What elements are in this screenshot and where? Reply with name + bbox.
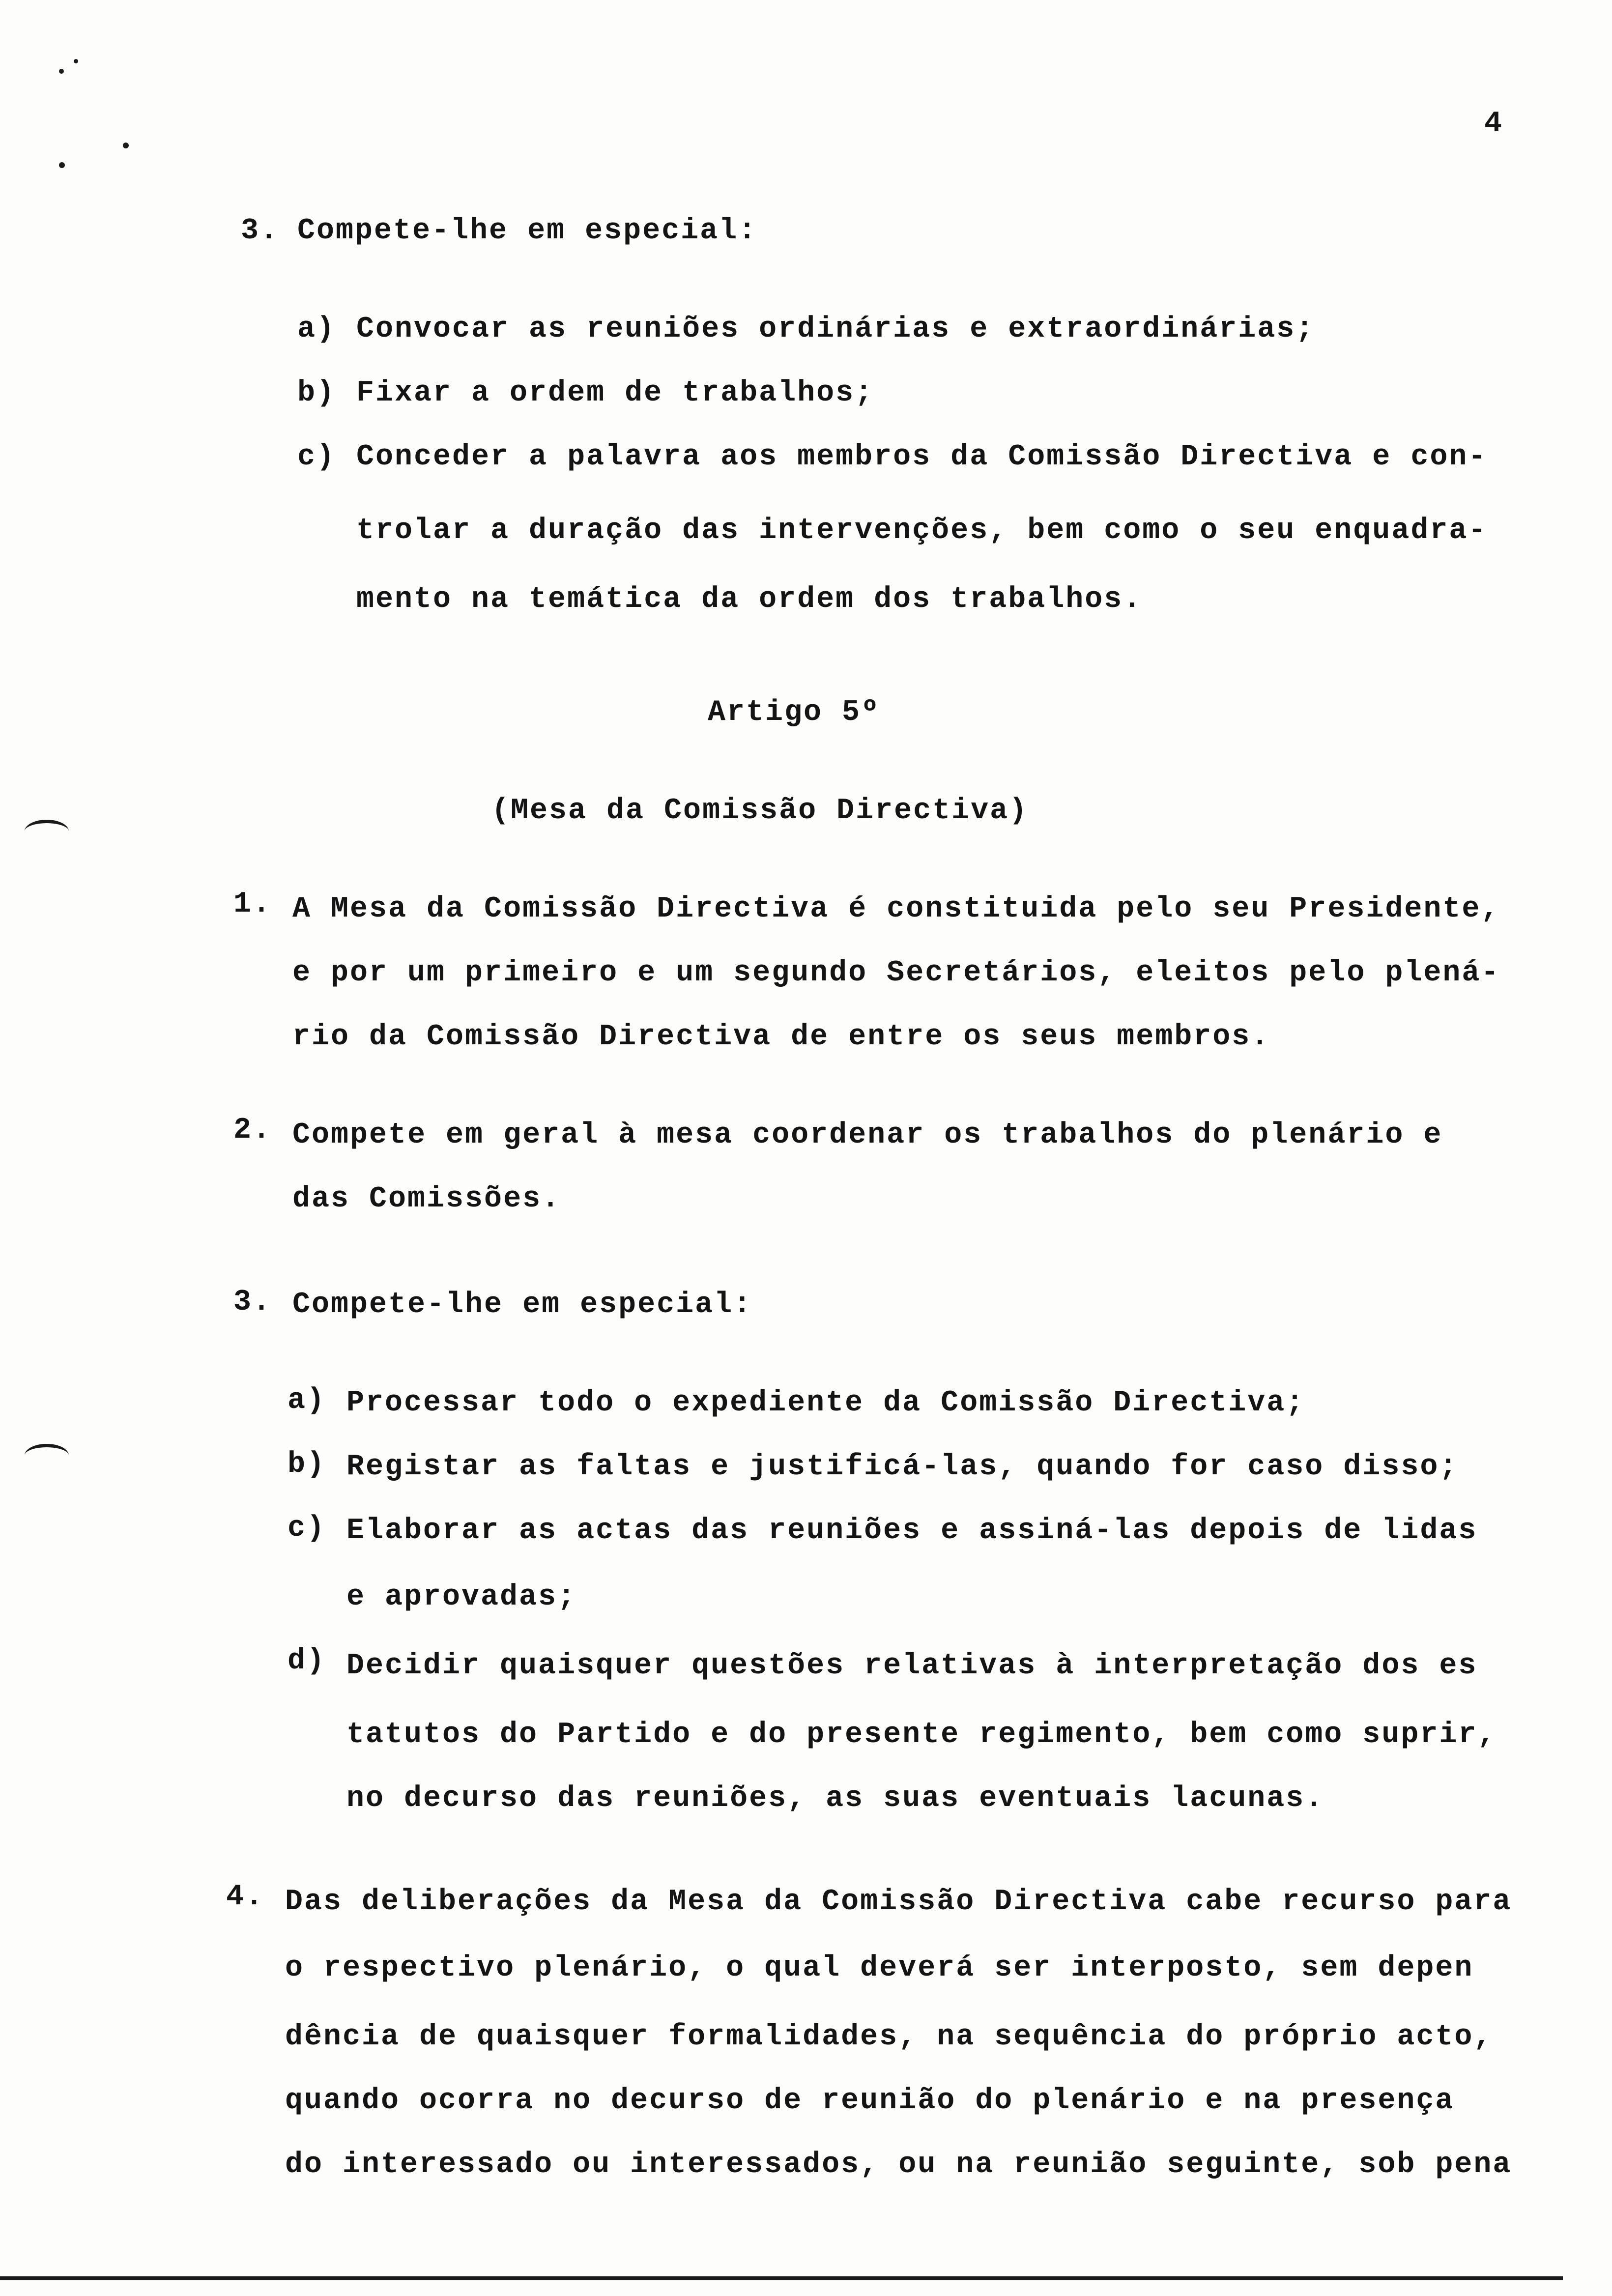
paragraph-text: o respectivo plenário, o qual deverá ser interposto, sem depen — [285, 1952, 1474, 1985]
article-subheading: (Mesa da Comissão Directiva) — [491, 794, 1029, 828]
paragraph-number: 1. — [233, 888, 272, 921]
paragraph-number: 2. — [233, 1114, 272, 1147]
paragraph-text: Das deliberações da Mesa da Comissão Directiva cabe recurso para — [285, 1885, 1512, 1919]
scan-mark — [59, 162, 65, 168]
list-label: b) — [288, 1448, 326, 1481]
paragraph-text: rio da Comissão Directiva de entre os seus membros. — [292, 1020, 1270, 1054]
paragraph-number: 4. — [226, 1880, 265, 1914]
list-text: Fixar a ordem de trabalhos; — [356, 376, 874, 410]
list-label: a) — [288, 1384, 326, 1417]
list-text: Conceder a palavra aos membros da Comissão Directiva e con- — [356, 440, 1488, 474]
paragraph-text: das Comissões. — [292, 1182, 561, 1216]
item-text: Compete-lhe em especial: — [297, 214, 758, 248]
scan-mark — [123, 143, 129, 148]
list-text: no decurso das reuniões, as suas eventuais lacunas. — [346, 1782, 1324, 1815]
paragraph-text: do interessado ou interessados, ou na reunião seguinte, sob pena — [285, 2148, 1512, 2181]
list-text: mento na temática da ordem dos trabalhos. — [356, 583, 1143, 616]
item-number: 3. — [241, 214, 280, 248]
list-text: Decidir quaisquer questões relativas à interpretação dos es — [346, 1649, 1478, 1683]
binder-hole-mark — [25, 820, 69, 843]
paragraph-text: A Mesa da Comissão Directiva é constituida pelo seu Presidente, — [292, 892, 1500, 926]
list-text: trolar a duração das intervenções, bem como o seu enquadra- — [356, 514, 1488, 547]
bottom-edge-line — [0, 2276, 1563, 2280]
list-text: tatutos do Partido e do presente regimento, bem como suprir, — [346, 1718, 1497, 1751]
paragraph-text: quando ocorra no decurso de reunião do plenário e na presença — [285, 2084, 1455, 2118]
paragraph-text: Compete-lhe em especial: — [292, 1288, 753, 1321]
list-label: d) — [288, 1644, 326, 1678]
list-text: Convocar as reuniões ordinárias e extraordinárias; — [356, 313, 1315, 346]
list-label: a) — [297, 313, 336, 346]
scan-mark — [59, 69, 64, 74]
paragraph-text: Compete em geral à mesa coordenar os trabalhos do plenário e — [292, 1119, 1443, 1152]
paragraph-text: e por um primeiro e um segundo Secretários, eleitos pelo plená- — [292, 956, 1500, 990]
scan-mark — [74, 59, 78, 63]
list-text: e aprovadas; — [346, 1580, 577, 1614]
paragraph-text: dência de quaisquer formalidades, na sequência do próprio acto, — [285, 2020, 1493, 2054]
page-number: 4 — [1484, 107, 1502, 141]
list-text: Processar todo o expediente da Comissão Directiva; — [346, 1386, 1305, 1420]
list-text: Elaborar as actas das reuniões e assiná-las depois de lidas — [346, 1514, 1478, 1548]
paragraph-number: 3. — [233, 1286, 272, 1319]
list-label: b) — [297, 376, 336, 410]
article-heading: Artigo 5º — [708, 696, 881, 729]
list-label: c) — [297, 440, 336, 474]
list-text: Registar as faltas e justificá-las, quando for caso disso; — [346, 1450, 1459, 1484]
list-label: c) — [288, 1512, 326, 1545]
binder-hole-mark — [25, 1444, 69, 1467]
